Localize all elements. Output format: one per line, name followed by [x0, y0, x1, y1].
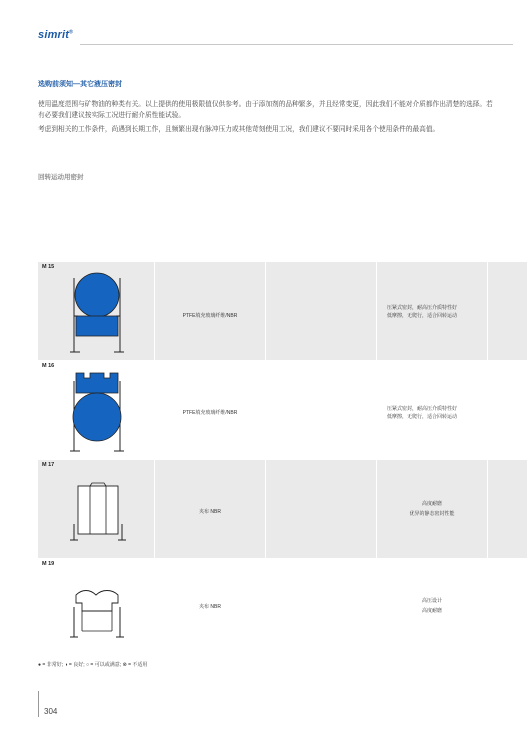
seal-profile-m17-icon	[68, 464, 128, 552]
empty-cell	[265, 361, 376, 459]
table-row	[38, 460, 527, 559]
table-row	[38, 262, 527, 361]
empty-cell	[265, 559, 376, 657]
seal-profile-m15-icon	[68, 266, 128, 354]
notes-line: 低摩擦，无爬行，适合回转运动	[387, 414, 458, 420]
table-row	[38, 559, 527, 658]
profile-cell	[38, 460, 153, 558]
logo-text: simrit	[38, 29, 70, 41]
material-text: 夹布 NBR	[199, 509, 221, 515]
notes-cell	[376, 361, 487, 459]
empty-cell	[487, 262, 527, 360]
notes-line: 压紧式密封，耐高压介质特性好	[387, 406, 458, 412]
notes-line: 高压设计	[421, 598, 442, 604]
intro-paragraph-2: 考虑到相关的工作条件，尚遇到长期工作，且频繁出现有脉冲压力或其他苛刻使用工况，我们建议不要同时采用各个使用条件的最高值。	[38, 126, 440, 133]
profile-cell	[38, 262, 153, 360]
rating-legend: ● = 非常好; ◑ = 良好; ○ = 可以或满意; ⊗ = 不适用	[38, 662, 148, 668]
notes-line: 压紧式密封，耐高压介质特性好	[387, 305, 458, 311]
profile-code: M 17	[42, 462, 55, 468]
notes-line: 低摩擦，无爬行，适合回转运动	[387, 313, 458, 319]
material-text: PTFE填充玻璃纤维/NBR	[182, 313, 238, 319]
material-cell	[154, 262, 265, 360]
material-cell	[154, 559, 265, 657]
notes-cell	[376, 460, 487, 558]
empty-cell	[265, 262, 376, 360]
profile-cell	[38, 559, 153, 657]
empty-cell	[487, 559, 527, 657]
empty-cell	[487, 460, 527, 558]
notes-cell	[376, 559, 487, 657]
seal-profile-m16-icon	[68, 365, 128, 453]
empty-cell	[265, 460, 376, 558]
profile-code: M 16	[42, 363, 55, 369]
section-title: 选购前须知—其它液压密封	[38, 81, 122, 88]
subsection-title: 回转运动用密封	[38, 174, 84, 181]
footer-divider	[38, 691, 39, 717]
material-text: 夹布 NBR	[199, 604, 221, 610]
page-number: 304	[44, 707, 58, 716]
material-cell	[154, 361, 265, 459]
seal-table	[38, 262, 527, 658]
profile-code: M 19	[42, 561, 55, 567]
material-cell	[154, 460, 265, 558]
intro-paragraph-1: 使用温度范围与矿物油的种类有关。以上提供的使用极限值仅供参考。由于添加剂的品种繁多，并且经常变更，因此我们不能对介质都作出清楚的选择。若有必要我们建议按实际工况进行耐介质性能试验。	[38, 101, 493, 119]
notes-cell	[376, 262, 487, 360]
table-row	[38, 361, 527, 460]
seal-profile-m19-icon	[68, 563, 128, 651]
notes-line: 高度耐磨	[421, 501, 442, 507]
header-divider	[80, 44, 513, 45]
brand-logo	[38, 29, 73, 41]
profile-code: M 15	[42, 264, 55, 270]
material-text: PTFE填充玻璃纤维/NBR	[182, 410, 238, 416]
notes-line: 优异的静态密封性能	[409, 511, 455, 517]
profile-cell	[38, 361, 153, 459]
logo-mark: ®	[69, 29, 74, 36]
notes-line: 高度耐磨	[421, 608, 442, 614]
empty-cell	[487, 361, 527, 459]
